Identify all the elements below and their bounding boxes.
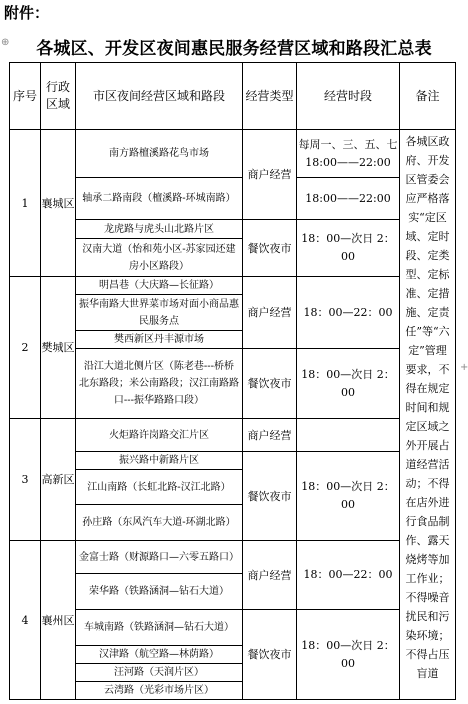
area-cell: 沿江大道北侧片区（陈老巷---桥桥北东路段；米公南路段；汉江南路路口---振华路路口段） [76, 349, 243, 419]
header-type: 经营类型 [243, 63, 297, 130]
district-name: 襄城区 [41, 130, 76, 277]
area-cell: 轴承二路南段（檀溪路-环城南路） [76, 178, 243, 220]
area-cell: 振兴路中新路片区 [76, 452, 243, 470]
area-cell: 金富士路（财源路口—六零五路口） [76, 541, 243, 574]
remark-cell: 各城区政府、开发区管委会应严格落实“定区域、定时段、定类型、定标准、定措施、定责任”等“六定”管理要求，不得在规定时间和规定区域之外开展占道经营活动；不得在店外进行食品制作、露天烧烤等加工作业；不得噪音扰民和污染环境；不得占压盲道 [400, 130, 456, 700]
header-area: 市区夜间经营区域和路段 [76, 63, 243, 130]
area-cell: 荣华路（铁路涵洞—钻石大道） [76, 574, 243, 610]
area-cell: 火炬路许岗路交汇片区 [76, 419, 243, 452]
type-cell: 商户经营 [243, 419, 297, 452]
time-cell: 18：00—22：00 [297, 277, 400, 349]
time-cell [297, 419, 400, 452]
area-cell: 孙庄路（东风汽车大道-环湖北路） [76, 505, 243, 541]
district-name: 高新区 [41, 419, 76, 541]
page-title: 各城区、开发区夜间惠民服务经营区域和路段汇总表 [36, 39, 432, 59]
area-cell: 龙虎路与虎头山北路片区 [76, 220, 243, 239]
header-district: 行政区域 [41, 63, 76, 130]
row-number: 2 [10, 277, 41, 419]
type-cell: 餐饮夜市 [243, 349, 297, 419]
area-cell: 明昌巷（大庆路—长征路） [76, 277, 243, 295]
area-cell: 振华南路大世界菜市场对面小商品惠民服务点 [76, 295, 243, 331]
time-cell: 18：00—次日 2：00 [297, 610, 400, 700]
attachment-label: 附件： [4, 4, 50, 22]
row-number: 3 [10, 419, 41, 541]
area-cell: 汪河路（天润片区） [76, 664, 243, 682]
row-number: 4 [10, 541, 41, 700]
time-cell: 18：00—22：00 [297, 541, 400, 610]
district-name: 襄州区 [41, 541, 76, 700]
move-handle-icon[interactable]: ⊕ [1, 37, 10, 48]
type-cell: 商户经营 [243, 541, 297, 610]
area-cell: 樊西新区丹丰源市场 [76, 331, 243, 349]
area-cell: 云湾路（光彩市场片区） [76, 682, 243, 700]
area-cell: 车城南路（铁路涵洞—钻石大道） [76, 610, 243, 646]
margin-marker-icon: + [460, 362, 468, 373]
header-remark: 备注 [400, 63, 456, 130]
type-cell: 商户经营 [243, 277, 297, 349]
district-name: 樊城区 [41, 277, 76, 419]
summary-table [9, 62, 456, 700]
type-cell: 餐饮夜市 [243, 220, 297, 277]
type-cell: 餐饮夜市 [243, 452, 297, 541]
type-cell: 商户经营 [243, 130, 297, 220]
time-cell: 18：00—次日 2：00 [297, 220, 400, 277]
area-cell: 汉津路（航空路—林荫路） [76, 646, 243, 664]
area-cell: 江山南路（长虹北路-汉江北路） [76, 470, 243, 505]
area-cell: 汉南大道（怡和苑小区-苏家园还建房小区路段） [76, 239, 243, 277]
header-seq: 序号 [10, 63, 41, 130]
time-cell: 18：00—次日 2：00 [297, 452, 400, 541]
row-number: 1 [10, 130, 41, 277]
area-cell: 南方路檀溪路花鸟市场 [76, 130, 243, 178]
time-cell: 18：00—次日 2：00 [297, 349, 400, 419]
type-cell: 餐饮夜市 [243, 610, 297, 700]
header-time: 经营时段 [297, 63, 400, 130]
time-cell: 每周一、三、五、七 18:00——22:00 [297, 130, 400, 178]
time-cell: 18:00——22:00 [297, 178, 400, 220]
